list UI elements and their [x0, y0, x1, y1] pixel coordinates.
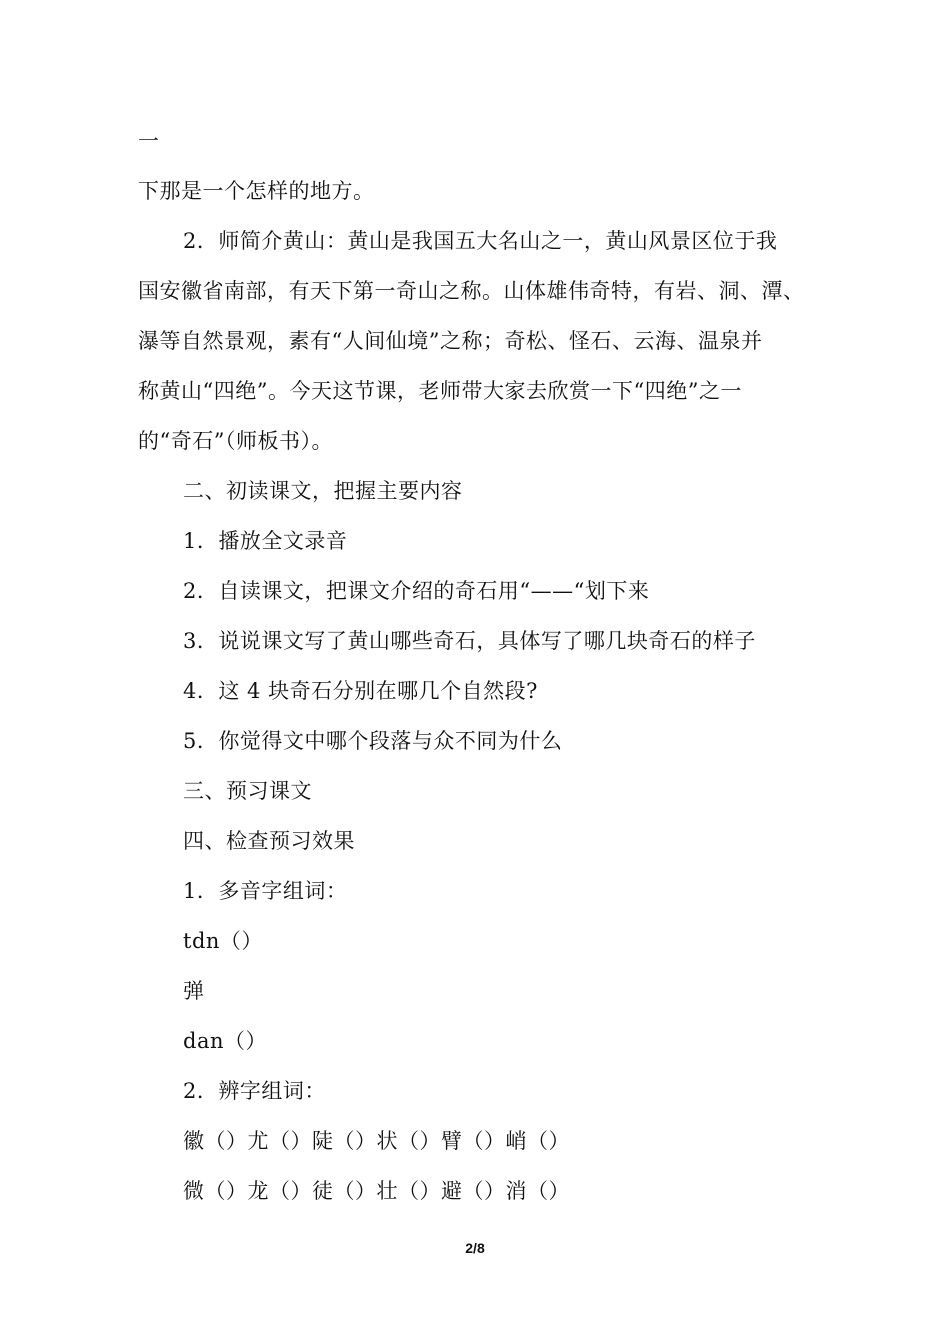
list-item: 5．你觉得文中哪个段落与众不同为什么 [183, 729, 563, 753]
page-number: 2/8 [465, 1240, 485, 1256]
exercise-line: 弹 [183, 979, 205, 1003]
text-line-7: 的“奇石”（师板书）。 [138, 429, 333, 453]
text-line-4: 国安徽省南部，有天下第一奇山之称。山体雄伟奇特，有岩、洞、潭、 [138, 279, 805, 303]
text-line-1: 一 [138, 129, 160, 153]
list-item: 2．辨字组词： [183, 1079, 326, 1103]
list-item: 4．这 4 块奇石分别在哪几个自然段? [183, 679, 538, 703]
section-heading-2: 二、初读课文，把握主要内容 [183, 479, 463, 503]
list-item: 1．播放全文录音 [183, 529, 348, 553]
list-item: 2．自读课文，把课文介绍的奇石用“——“划下来 [183, 579, 650, 603]
text-line-5: 瀑等自然景观，素有“人间仙境”之称；奇松、怪石、云海、温泉并 [138, 329, 763, 353]
exercise-line: 徽（）尤（）陡（）状（）臂（）峭（） [183, 1129, 570, 1153]
section-heading-3: 三、预习课文 [183, 779, 312, 803]
text-line-6: 称黄山“四绝”。今天这节课，老师带大家去欣赏一下“四绝”之一 [138, 379, 742, 403]
list-item: 1．多音字组词： [183, 879, 348, 903]
exercise-line: tdn（） [183, 929, 263, 953]
exercise-line: 微（）龙（）徒（）壮（）避（）消（） [183, 1179, 570, 1203]
section-heading-4: 四、检查预习效果 [183, 829, 355, 853]
list-item: 3．说说课文写了黄山哪些奇石，具体写了哪几块奇石的样子 [183, 629, 756, 653]
text-line-3: 2．师简介黄山：黄山是我国五大名山之一，黄山风景区位于我 [183, 229, 778, 253]
exercise-line: dan（） [183, 1029, 267, 1053]
text-line-2: 下那是一个怎样的地方。 [138, 179, 375, 203]
